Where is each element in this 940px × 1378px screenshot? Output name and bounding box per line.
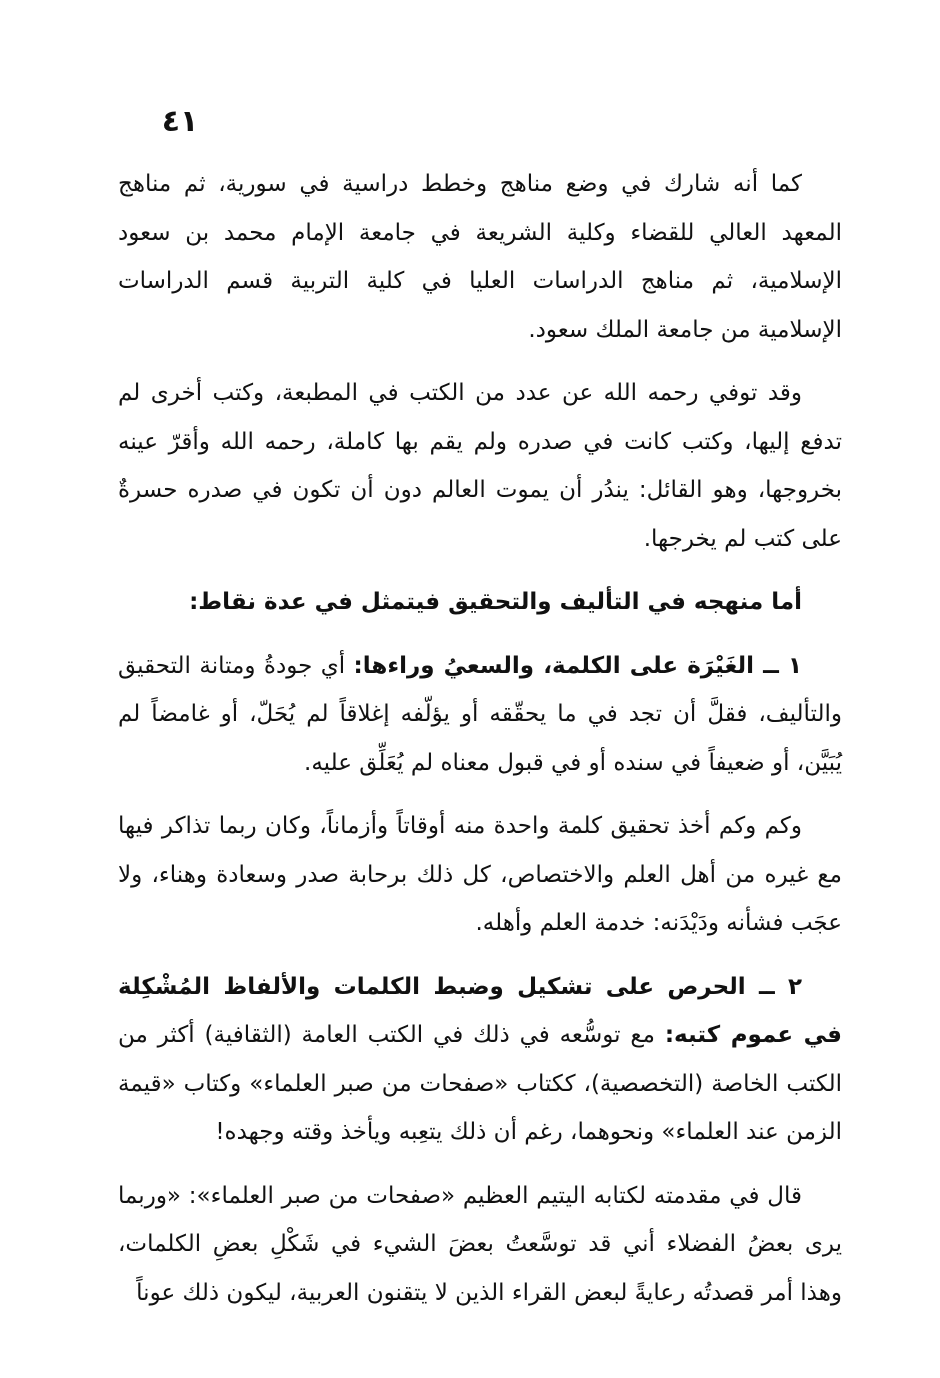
paragraph-1: كما أنه شارك في وضع مناهج وخطط دراسية في سورية، ثم مناهج المعهد العالي للقضاء وكلية الشريعة في جامعة الإمام محمد بن سعود الإسلامية، ثم مناهج الدراسات العليا في كلية التربية قسم الدراسات الإسلامية من جامعة الملك سعود. bbox=[118, 171, 842, 343]
paragraph-point-1 bbox=[118, 642, 842, 788]
paragraph-6: قال في مقدمته لكتابه اليتيم العظيم «صفحات من صبر العلماء»: «وربما يرى بعضُ الفضلاء أني قد توسَّعتُ بعضَ الشيء في شَكْلِ بعضِ الكلمات، وهذا أمر قصدتُه رعايةً لبعض القراء الذين لا يتقنون العربية، ليكون ذلك عوناً bbox=[118, 1182, 842, 1306]
paragraph-4: وكم وكم أخذ تحقيق كلمة واحدة منه أوقاتاً وأزماناً، وكان ربما تذاكر فيها مع غيره من أهل العلم والاختصاص، كل ذلك برحابة صدر وسعادة وهناء، ولا عجَب فشأنه ودَيْدَنه: خدمة العلم وأهله. bbox=[118, 813, 842, 936]
paragraph-point-2 bbox=[118, 963, 842, 1157]
page-number: ٤١ bbox=[161, 104, 199, 139]
point-2-text: مع توسُّعه في ذلك في الكتب العامة (الثقافية) أكثر من الكتب الخاصة (التخصصية)، ككتاب «صفحات من صبر العلماء» وكتاب «قيمة الزمن عند العلماء» ونحوهما، رغم أن ذلك يتعِبه ويأخذ وقته وجهده! bbox=[118, 1022, 842, 1145]
section-heading: أما منهجه في التأليف والتحقيق فيتمثل في عدة نقاط: bbox=[189, 589, 802, 615]
page-body bbox=[118, 160, 842, 1332]
point-1-title: ١ ــ الغَيْرَة على الكلمة، والسعيُ وراءها: bbox=[353, 652, 802, 679]
paragraph-2: وقد توفي رحمه الله عن عدد من الكتب في المطبعة، وكتب أخرى لم تدفع إليها، وكتب كانت في صدره ولم يقم بها كاملة، رحمه الله وأقرّ عينه بخروجها، وهو القائل: يندُر أن يموت العالم دون أن تكون في صدره حسرةٌ على كتب لم يخرجها. bbox=[118, 380, 842, 552]
point-1-text: أي جودةُ ومتانة التحقيق والتأليف، فقلَّ أن تجد في ما يحقّقه أو يؤلّفه إغلاقاً لم يُحَلّ، أو غامضاً لم يُبَيَّن، أو ضعيفاً في سنده أو في قبول معناه لم يُعَلِّق عليه. bbox=[118, 652, 842, 776]
point-2-title: ٢ ــ الحرص على تشكيل وضبط الكلمات والألفاظ المُشْكِلة في عموم كتبه: bbox=[118, 973, 842, 1048]
